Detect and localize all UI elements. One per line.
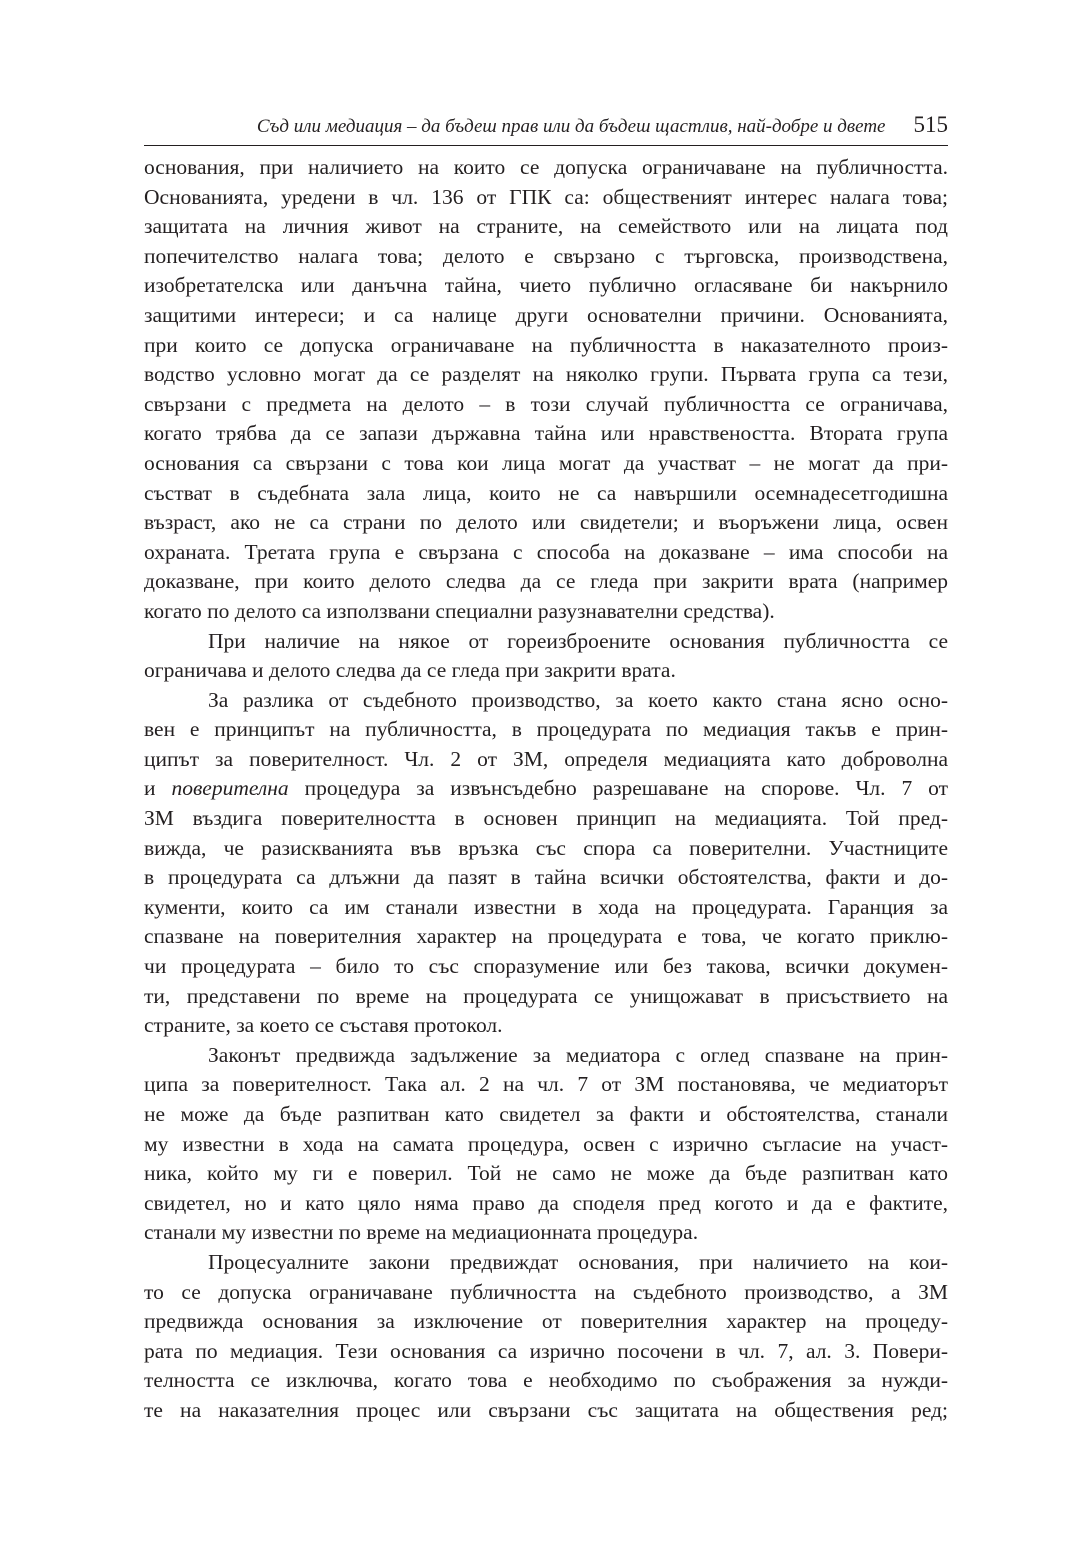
paragraph-4 [144, 1041, 948, 1248]
paragraph-3 [144, 686, 948, 1041]
text-line: изобретателска или данъчна тайна, чието публично огласяване би накърнило [144, 273, 948, 298]
paragraph-5 [144, 1248, 948, 1426]
text-line: За разлика от съдебното производство, за което както стана ясно осно- [208, 687, 948, 712]
text-line: кументи, които са им станали известни в хода на процедурата. Гаранция за [144, 894, 948, 919]
text-line: Основанията, уредени в чл. 136 от ГПК са: общественият интерес налага това; [144, 184, 948, 209]
text-line: рата по медиация. Тези основания са изрично посочени в чл. 7, ал. 3. Повери- [144, 1338, 948, 1363]
text-line: свързани с предмета на делото – в този случай публичността се ограничава, [144, 391, 948, 416]
text-line: ти, представени по време на процедурата се унищожават в присъствието на [144, 983, 948, 1008]
text-line: защитата на личния живот на страните, на семейството или на лицата под [144, 214, 948, 239]
text-segment: процедура за извънсъдебно разрешаване на спорове. Чл. 7 от [288, 776, 948, 801]
text-line: страните, за което се съставя протокол. [144, 1013, 503, 1038]
text-line: чи процедурата – било то със споразумение или без такова, всички докумен- [144, 954, 948, 979]
text-line: то се допуска ограничаване публичността на съдебното производство, а ЗМ [144, 1279, 948, 1304]
text-line: свидетел, но и като цяло няма право да споделя пред когото и да е фактите, [144, 1190, 948, 1215]
text-line: не може да бъде разпитван като свидетел за факти и обстоятелства, станали [144, 1102, 948, 1126]
text-line: му известни в хода на самата процедура, освен с изрично съгласие на участ- [144, 1131, 948, 1156]
text-line: когато трябва да се запази държавна тайна или нравствеността. Втората група [144, 421, 948, 446]
page-number: 515 [913, 112, 948, 137]
text-line: телността се изключва, когато това е необходимо по съображения за нужди- [144, 1368, 948, 1393]
text-line: в процедурата са длъжни да пазят в тайна всички обстоятелства, факти и до- [144, 865, 948, 890]
text-line: ограничава и делото следва да се гледа при закрити врата. [144, 658, 676, 683]
text-line: станали му известни по време на медиационната процедура. [144, 1220, 699, 1245]
text-line: защитими интереси; и са налице други основателни причини. Основанията, [144, 302, 948, 327]
text-line: вен е принципът на публичността, в процедурата по медиация такъв е прин- [144, 717, 948, 742]
text-line: когато по делото са използвани специални разузнавателни средства). [144, 598, 775, 623]
body-text [144, 153, 948, 1426]
text-line: Законът предвижда задължение за медиатора с оглед спазване на прин- [208, 1042, 948, 1067]
text-line: състват в съдебната зала лица, които не са навършили осемнадесетгодишна [144, 480, 948, 505]
running-header [144, 112, 948, 146]
text-line: охраната. Третата група е свързана с способа на доказване – има способи на [144, 539, 948, 564]
text-line: възраст, ако не са страни по делото или свидетели; и въоръжени лица, освен [144, 510, 948, 535]
text-line: Процесуалните закони предвиждат основания, при наличието на кои- [208, 1249, 948, 1274]
text-line: ника, който му ги е поверил. Той не само не може да бъде разпитван като [144, 1161, 948, 1186]
text-line: спазване на поверителния характер на процедурата е това, че когато приклю- [144, 924, 948, 949]
italic-term: поверителна [171, 776, 289, 801]
text-line: ципът за поверителност. Чл. 2 от ЗМ, определя медиацията като доброволна [144, 746, 948, 771]
text-line: основания са свързани с това кои лица могат да участват – не могат да при- [144, 450, 948, 475]
text-line: ЗМ въздига поверителността в основен принцип на медиацията. Той пред- [144, 806, 948, 831]
text-line: при които се допуска ограничаване на публичността в наказателното произ- [144, 332, 948, 357]
text-line-with-italic [144, 774, 948, 804]
text-segment: и [144, 776, 172, 801]
text-line: основания, при наличието на които се допуска ограничаване на публичността. [144, 155, 948, 179]
running-title: Съд или медиация – да бъдеш прав или да бъдеш щастлив, най-добре и двете [256, 116, 886, 137]
text-line: При наличие на някое от гореизброените основания публичността се [208, 628, 948, 653]
paragraph-2 [144, 627, 948, 686]
text-line: те на наказателния процес или свързани със защитата на обществения ред; [144, 1397, 948, 1422]
text-line: предвижда основания за изключение от поверителния характер на процеду- [144, 1309, 948, 1334]
document-page [144, 112, 948, 1426]
text-line: попечителство налага това; делото е свързано с търговска, производствена, [144, 243, 948, 268]
text-line: вижда, че разискванията във връзка със спора са поверителни. Участниците [144, 835, 948, 860]
paragraph-1 [144, 153, 948, 627]
text-line: доказване, при които делото следва да се гледа при закрити врата (например [144, 569, 948, 594]
text-line: водство условно могат да се разделят на няколко групи. Първата група са тези, [144, 362, 948, 387]
text-line: ципа за поверителност. Така ал. 2 на чл. 7 от ЗМ постановява, че медиаторът [144, 1072, 948, 1097]
